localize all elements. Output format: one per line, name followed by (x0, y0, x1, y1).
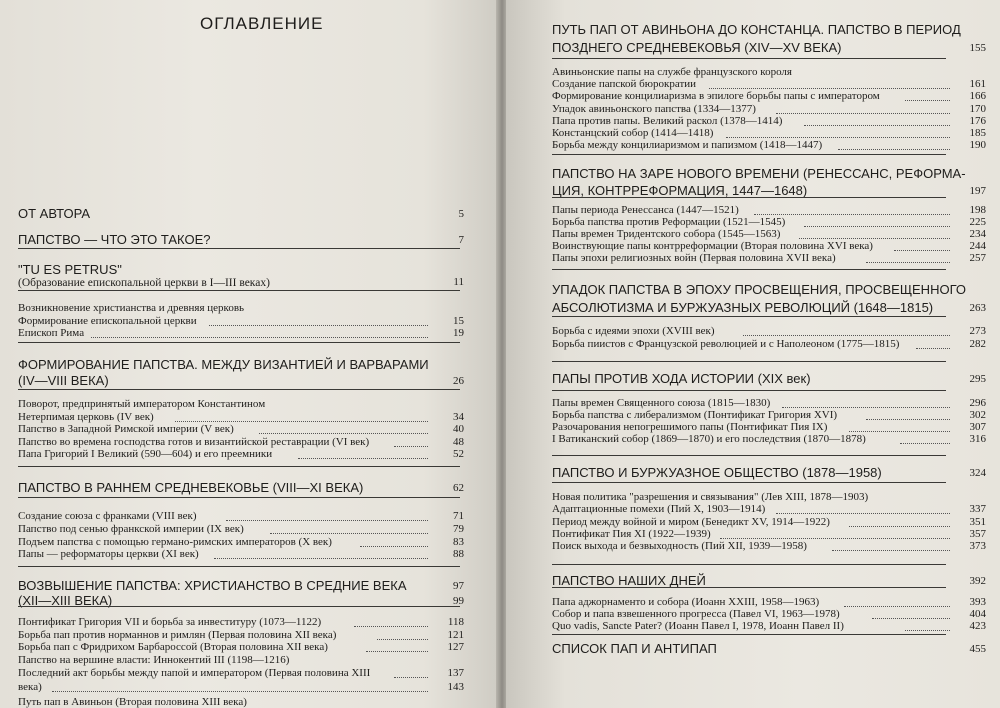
divider-rule (18, 248, 460, 249)
section-entry: Папы эпохи религиозных войн (Первая половина XVII века) (552, 252, 836, 264)
page-number: 273 (969, 325, 986, 337)
page-number: 234 (969, 228, 986, 240)
chapter-title: СПИСОК ПАП И АНТИПАП (552, 641, 717, 656)
section-entry: Создание папской бюрократии (552, 78, 697, 90)
page-number: 404 (969, 608, 986, 620)
right-page (506, 0, 1000, 708)
section-entry: Папство под сенью франкской империи (IX век) (18, 523, 244, 535)
chapter-title: ПАПСТВО В РАННЕМ СРЕДНЕВЕКОВЬЕ (VIII—XI ВЕКА) (18, 480, 364, 495)
section-entry: Борьба пап против норманнов и римлян (Первая половина XII века) (18, 629, 337, 641)
section-entry: Нетерпимая церковь (IV век) (18, 411, 154, 423)
page-number: 127 (447, 641, 464, 653)
chapter-title: (XII—XIII ВЕКА) (18, 593, 113, 608)
dot-leader (214, 558, 428, 559)
section-entry: Епископ Рима (18, 327, 85, 339)
page-number: 393 (969, 596, 986, 608)
divider-rule (552, 455, 946, 456)
section-entry: Папа Григорий I Великий (590—604) и его преемники (18, 448, 273, 460)
chapter-title: ПУТЬ ПАП ОТ АВИНЬОНА ДО КОНСТАНЦА. ПАПСТВО В ПЕРИОД (552, 22, 961, 37)
page-number: 423 (969, 620, 986, 632)
page-number: 15 (453, 315, 464, 327)
dot-leader (743, 335, 950, 336)
dot-leader (354, 626, 428, 627)
divider-rule (552, 316, 946, 317)
section-entry: Папство на вершине власти: Иннокентий III (1198—1216) (18, 654, 290, 666)
page-number: 83 (453, 536, 464, 548)
chapter-title: ПАПСТВО НАШИХ ДНЕЙ (552, 573, 706, 588)
divider-rule (552, 564, 946, 565)
divider-rule (552, 482, 946, 483)
divider-rule (18, 606, 460, 607)
section-entry: века) (18, 681, 42, 693)
page-number: 296 (969, 397, 986, 409)
page-number: 71 (453, 510, 464, 522)
dot-leader (259, 433, 428, 434)
divider-rule (18, 389, 460, 390)
section-entry: Папы — реформаторы церкви (XI век) (18, 548, 199, 560)
chapter-title: ПАПСТВО И БУРЖУАЗНОЕ ОБЩЕСТВО (1878—1958) (552, 465, 882, 480)
dot-leader (866, 419, 950, 420)
dot-leader (366, 651, 428, 652)
dot-leader (849, 431, 950, 432)
dot-leader (377, 639, 428, 640)
page-number: 351 (969, 516, 986, 528)
section-entry: Поворот, предпринятый императором Константином (18, 398, 266, 410)
dot-leader (226, 520, 428, 521)
dot-leader (849, 526, 950, 527)
chapter-title: ЦИЯ, КОНТРРЕФОРМАЦИЯ, 1447—1648) (552, 183, 808, 198)
page-number: 357 (969, 528, 986, 540)
page-number: 97 (453, 580, 464, 592)
chapter-title: ПОЗДНЕГО СРЕДНЕВЕКОВЬЯ (XIV—XV ВЕКА) (552, 40, 842, 55)
dot-leader (905, 630, 950, 631)
section-entry: Путь пап в Авиньон (Вторая половина XIII века) (18, 696, 247, 708)
section-entry: I Ватиканский собор (1869—1870) и его последствия (1870—1878) (552, 433, 866, 445)
chapter-title: АБСОЛЮТИЗМА И БУРЖУАЗНЫХ РЕВОЛЮЦИЙ (1648—1815) (552, 300, 934, 315)
page-number: 121 (447, 629, 464, 641)
chapter-title: ПАПЫ ПРОТИВ ХОДА ИСТОРИИ (XIX век) (552, 371, 811, 386)
page-number: 7 (458, 234, 464, 246)
page-number: 79 (453, 523, 464, 535)
page-number: 337 (969, 503, 986, 515)
dot-leader (799, 238, 950, 239)
dot-leader (832, 550, 950, 551)
divider-rule (552, 197, 946, 198)
page-number: 197 (969, 185, 986, 197)
page-number: 161 (969, 78, 986, 90)
dot-leader (776, 513, 950, 514)
dot-leader (360, 546, 428, 547)
page-number: 26 (453, 375, 464, 387)
page-number: 257 (969, 252, 986, 264)
page-number: 11 (453, 276, 464, 288)
dot-leader (900, 443, 950, 444)
page-number: 40 (453, 423, 464, 435)
chapter-title: "TU ES PETRUS" (18, 262, 122, 277)
chapter-title: ВОЗВЫШЕНИЕ ПАПСТВА: ХРИСТИАНСТВО В СРЕДНИЕ ВЕКА (18, 578, 407, 593)
chapter-title: ПАПСТВО — ЧТО ЭТО ТАКОЕ? (18, 232, 211, 247)
dot-leader (709, 88, 950, 89)
page-number: 99 (453, 595, 464, 607)
dot-leader (916, 348, 950, 349)
divider-rule (552, 269, 946, 270)
page-number: 62 (453, 482, 464, 494)
page-number: 263 (969, 302, 986, 314)
page-number: 143 (447, 681, 464, 693)
section-entry: Quo vadis, Sancte Pater? (Иоанн Павел I, 1978, Иоанн Павел II) (552, 620, 844, 632)
section-entry: Борьба пап с Фридрихом Барбароссой (Вторая половина XII века) (18, 641, 328, 653)
dot-leader (838, 149, 950, 150)
page-number: 170 (969, 103, 986, 115)
dot-leader (894, 250, 950, 251)
page-number: 118 (447, 616, 464, 628)
divider-rule (18, 342, 460, 343)
dot-leader (52, 691, 428, 692)
dot-leader (394, 677, 428, 678)
section-entry: (Образование епископальной церкви в I—III веках) (18, 277, 270, 289)
chapter-title: УПАДОК ПАПСТВА В ЭПОХУ ПРОСВЕЩЕНИЯ, ПРОСВЕЩЕННОГО (552, 282, 966, 297)
dot-leader (270, 533, 428, 534)
divider-rule (552, 634, 946, 635)
dot-leader (804, 226, 950, 227)
section-entry: Понтификат Пия XI (1922—1939) (552, 528, 711, 540)
dot-leader (91, 337, 428, 338)
section-entry: Понтификат Григория VII и борьба за инвеституру (1073—1122) (18, 616, 322, 628)
section-entry: Адаптационные помехи (Пий X, 1903—1914) (552, 503, 766, 515)
section-entry: Создание союза с франками (VIII век) (18, 510, 197, 522)
dot-leader (782, 407, 950, 408)
page-number: 176 (969, 115, 986, 127)
page-number: 88 (453, 548, 464, 560)
section-entry: Борьба между концилиаризмом и папизмом (1418—1447) (552, 139, 823, 151)
page-number: 324 (969, 467, 986, 479)
dot-leader (844, 606, 950, 607)
section-entry: Подъем папства с помощью германо-римских императоров (X век) (18, 536, 332, 548)
dot-leader (175, 421, 428, 422)
section-entry: Борьба папства против Реформации (1521—1545) (552, 216, 786, 228)
section-entry: Авиньонские папы на службе французского короля (552, 66, 792, 78)
dot-leader (866, 262, 950, 263)
section-entry: Борьба с идеями эпохи (XVIII век) (552, 325, 715, 337)
dot-leader (776, 113, 950, 114)
section-entry: Папство в Западной Римской империи (V век) (18, 423, 234, 435)
page-number: 392 (969, 575, 986, 587)
chapter-title: (IV—VIII ВЕКА) (18, 373, 109, 388)
page-number: 198 (969, 204, 986, 216)
dot-leader (804, 125, 950, 126)
divider-rule (18, 497, 460, 498)
dot-leader (754, 214, 950, 215)
section-entry: Папы времен Священного союза (1815—1830) (552, 397, 771, 409)
section-entry: Формирование епископальной церкви (18, 315, 197, 327)
page-number: 5 (458, 208, 464, 220)
page-number: 282 (969, 338, 986, 350)
dot-leader (209, 325, 428, 326)
divider-rule (552, 154, 946, 155)
divider-rule (552, 390, 946, 391)
page-number: 302 (969, 409, 986, 421)
section-entry: Папы периода Ренессанса (1447—1521) (552, 204, 739, 216)
divider-rule (552, 58, 946, 59)
section-entry: Собор и папа взвешенного прогресса (Павел VI, 1963—1978) (552, 608, 840, 620)
section-entry: Новая политика "разрешения и связывания" (Лев XIII, 1878—1903) (552, 491, 869, 503)
section-entry: Возникновение христианства и древняя церковь (18, 302, 245, 314)
section-entry: Папство во времена господства готов и византийской реставрации (VI век) (18, 436, 370, 448)
dot-leader (905, 100, 950, 101)
page-number: 34 (453, 411, 464, 423)
divider-rule (18, 290, 460, 291)
divider-rule (18, 566, 460, 567)
dot-leader (394, 446, 428, 447)
section-entry: Упадок авиньонского папства (1334—1377) (552, 103, 756, 115)
left-page (0, 0, 498, 708)
section-entry: Последний акт борьбы между папой и императором (Первая половина XIII (18, 667, 371, 679)
page-number: 155 (969, 42, 986, 54)
chapter-title: ПАПСТВО НА ЗАРЕ НОВОГО ВРЕМЕНИ (РЕНЕССАНС, РЕФОРМА- (552, 166, 966, 181)
page-number: 225 (969, 216, 986, 228)
divider-rule (552, 361, 946, 362)
page-number: 244 (969, 240, 986, 252)
page-number: 190 (969, 139, 986, 151)
page-number: 52 (453, 448, 464, 460)
divider-rule (18, 466, 460, 467)
page-number: 316 (969, 433, 986, 445)
page-number: 295 (969, 373, 986, 385)
section-entry: Формирование концилиаризма в эпилоге борьбы папы с императором (552, 90, 880, 102)
page-number: 19 (453, 327, 464, 339)
section-entry: Папа против папы. Великий раскол (1378—1414) (552, 115, 783, 127)
toc-title: ОГЛАВЛЕНИЕ (200, 14, 324, 33)
section-entry: Разочарования непогрешимого папы (Понтификат Пия IX) (552, 421, 828, 433)
dot-leader (298, 458, 428, 459)
section-entry: Поиск выхода и безвыходность (Пий XII, 1939—1958) (552, 540, 807, 552)
section-entry: Папы времен Тридентского собора (1545—1563) (552, 228, 781, 240)
dot-leader (726, 137, 950, 138)
section-entry: Папа аджорнаменто и собора (Иоанн XXIII, 1958—1963) (552, 596, 820, 608)
divider-rule (552, 587, 946, 588)
section-entry: Период между войной и миром (Бенедикт XV, 1914—1922) (552, 516, 830, 528)
section-entry: Воинствующие папы контрреформации (Вторая половина XVI века) (552, 240, 873, 252)
section-entry: Констанцский собор (1414—1418) (552, 127, 714, 139)
page-number: 137 (447, 667, 464, 679)
chapter-title: ФОРМИРОВАНИЕ ПАПСТВА. МЕЖДУ ВИЗАНТИЕЙ И ВАРВАРАМИ (18, 357, 429, 372)
page-number: 307 (969, 421, 986, 433)
section-entry: Борьба пиистов с Французской революцией и с Наполеоном (1775—1815) (552, 338, 900, 350)
page-number: 185 (969, 127, 986, 139)
page-number: 373 (969, 540, 986, 552)
page-number: 48 (453, 436, 464, 448)
chapter-title: ОТ АВТОРА (18, 206, 91, 221)
dot-leader (872, 618, 950, 619)
page-number: 455 (969, 643, 986, 655)
page-number: 166 (969, 90, 986, 102)
dot-leader (720, 538, 950, 539)
section-entry: Борьба папства с либерализмом (Понтификат Григория XVI) (552, 409, 838, 421)
